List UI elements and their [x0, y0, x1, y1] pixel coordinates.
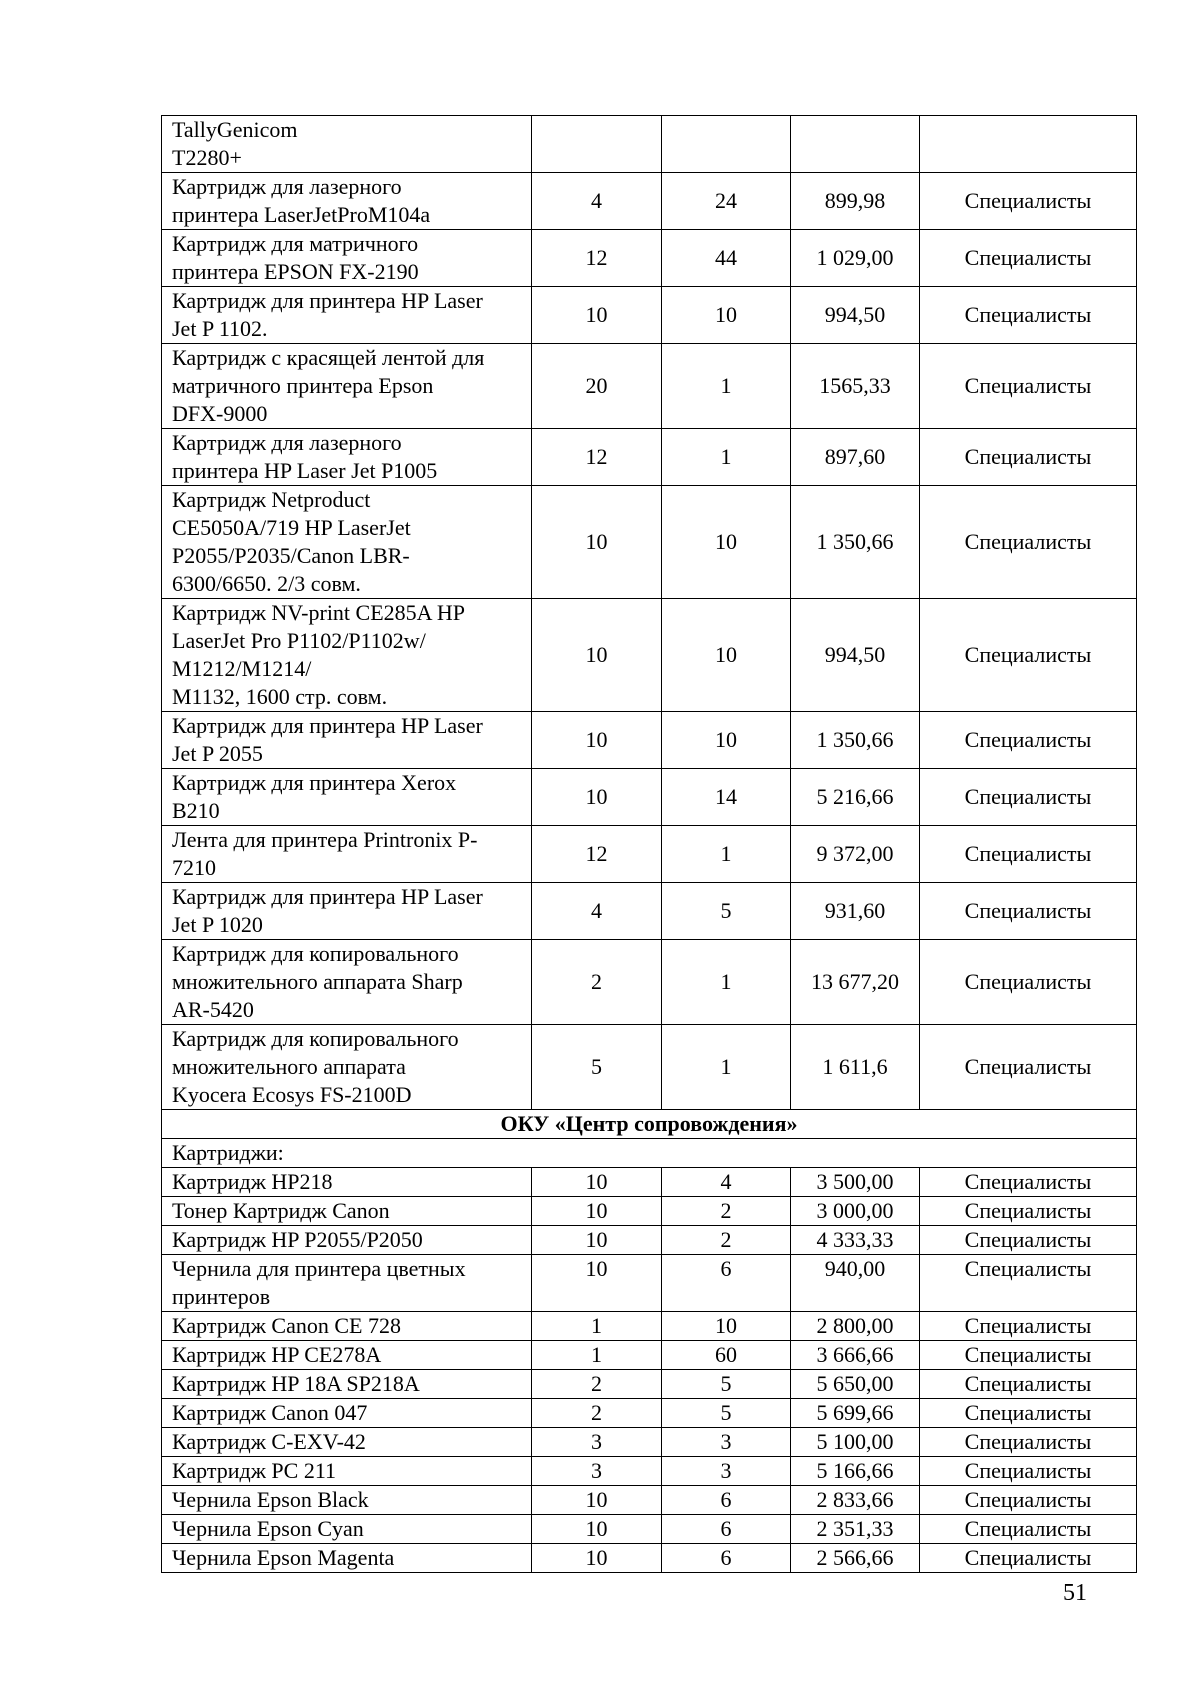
item-qty: 10 [532, 769, 662, 826]
item-price: 5 100,00 [791, 1428, 920, 1457]
item-count: 2 [662, 1226, 791, 1255]
item-count [662, 116, 791, 173]
subsection-label: Картриджи: [162, 1139, 1137, 1168]
item-qty: 10 [532, 712, 662, 769]
item-price: 3 500,00 [791, 1168, 920, 1197]
item-name: Тонер Картридж Canon [162, 1197, 532, 1226]
item-price: 1 611,6 [791, 1025, 920, 1110]
item-price: 994,50 [791, 599, 920, 712]
item-qty: 12 [532, 429, 662, 486]
item-count: 10 [662, 599, 791, 712]
table-row [162, 826, 1137, 883]
item-group: Специалисты [920, 1168, 1137, 1197]
item-qty: 10 [532, 1486, 662, 1515]
item-price: 1 350,66 [791, 486, 920, 599]
table-row [162, 1341, 1137, 1370]
item-name: Картридж для принтера Xerox B210 [162, 769, 532, 826]
item-count: 2 [662, 1197, 791, 1226]
item-count: 10 [662, 712, 791, 769]
item-name: Картридж с красящей лентой для матричного принтера Epson DFX-9000 [162, 344, 532, 429]
item-group: Специалисты [920, 826, 1137, 883]
item-count: 5 [662, 1370, 791, 1399]
item-price: 5 699,66 [791, 1399, 920, 1428]
item-qty: 5 [532, 1025, 662, 1110]
table-row [162, 1544, 1137, 1573]
item-qty: 2 [532, 940, 662, 1025]
item-group: Специалисты [920, 1197, 1137, 1226]
item-price: 5 166,66 [791, 1457, 920, 1486]
item-price [791, 116, 920, 173]
item-group: Специалисты [920, 1226, 1137, 1255]
item-qty: 10 [532, 287, 662, 344]
item-qty: 12 [532, 230, 662, 287]
item-count: 3 [662, 1428, 791, 1457]
item-name: Картридж для матричного принтера EPSON FX-2190 [162, 230, 532, 287]
table-row [162, 1226, 1137, 1255]
item-price: 931,60 [791, 883, 920, 940]
item-price: 2 800,00 [791, 1312, 920, 1341]
section-title: ОКУ «Центр сопровождения» [162, 1110, 1137, 1139]
item-count: 5 [662, 883, 791, 940]
item-group: Специалисты [920, 712, 1137, 769]
item-group: Специалисты [920, 599, 1137, 712]
item-price: 994,50 [791, 287, 920, 344]
item-price: 1 350,66 [791, 712, 920, 769]
table-row [162, 344, 1137, 429]
item-price: 5 216,66 [791, 769, 920, 826]
item-count: 4 [662, 1168, 791, 1197]
item-name: Чернила Epson Black [162, 1486, 532, 1515]
item-group: Специалисты [920, 883, 1137, 940]
item-group: Специалисты [920, 1486, 1137, 1515]
item-qty: 4 [532, 173, 662, 230]
table-row [162, 883, 1137, 940]
item-price: 2 351,33 [791, 1515, 920, 1544]
item-name: Картридж HP218 [162, 1168, 532, 1197]
item-group: Специалисты [920, 769, 1137, 826]
item-qty: 10 [532, 486, 662, 599]
item-name: Картридж для принтера HP Laser Jet P 2055 [162, 712, 532, 769]
item-qty: 10 [532, 1168, 662, 1197]
item-group: Специалисты [920, 486, 1137, 599]
item-name: Картридж для копировального множительного аппарата Kyocera Ecosys FS-2100D [162, 1025, 532, 1110]
item-qty: 10 [532, 1197, 662, 1226]
item-group: Специалисты [920, 1025, 1137, 1110]
table-row [162, 940, 1137, 1025]
item-name: Картридж HP P2055/P2050 [162, 1226, 532, 1255]
item-qty: 10 [532, 1255, 662, 1312]
item-count: 14 [662, 769, 791, 826]
item-qty: 2 [532, 1399, 662, 1428]
item-group: Специалисты [920, 1515, 1137, 1544]
item-group: Специалисты [920, 1544, 1137, 1573]
item-price: 1 029,00 [791, 230, 920, 287]
item-group: Специалисты [920, 1457, 1137, 1486]
item-qty: 12 [532, 826, 662, 883]
table-row [162, 116, 1137, 173]
item-qty: 4 [532, 883, 662, 940]
section-header-row [162, 1110, 1137, 1139]
item-price: 3 666,66 [791, 1341, 920, 1370]
item-group: Специалисты [920, 429, 1137, 486]
item-count: 1 [662, 429, 791, 486]
item-name: Картридж C-EXV-42 [162, 1428, 532, 1457]
item-name: Картридж Netproduct CE5050A/719 HP LaserJet P2055/P2035/Canon LBR- 6300/6650. 2/3 совм. [162, 486, 532, 599]
item-group: Специалисты [920, 940, 1137, 1025]
item-count: 1 [662, 1025, 791, 1110]
item-count: 5 [662, 1399, 791, 1428]
table-row [162, 1486, 1137, 1515]
item-count: 10 [662, 287, 791, 344]
table-row [162, 1428, 1137, 1457]
item-group: Специалисты [920, 173, 1137, 230]
item-name: Чернила Epson Cyan [162, 1515, 532, 1544]
item-qty [532, 116, 662, 173]
item-name: Картридж HP CE278A [162, 1341, 532, 1370]
item-count: 60 [662, 1341, 791, 1370]
item-qty: 3 [532, 1428, 662, 1457]
table-row [162, 1312, 1137, 1341]
table-row [162, 486, 1137, 599]
item-group: Специалисты [920, 344, 1137, 429]
item-group: Специалисты [920, 1255, 1137, 1312]
item-name: Картридж PC 211 [162, 1457, 532, 1486]
item-name: Картридж Canon CE 728 [162, 1312, 532, 1341]
table-row [162, 1399, 1137, 1428]
item-group: Специалисты [920, 230, 1137, 287]
subsection-row [162, 1139, 1137, 1168]
table-row [162, 1197, 1137, 1226]
table-row [162, 173, 1137, 230]
table-row [162, 712, 1137, 769]
item-price: 9 372,00 [791, 826, 920, 883]
item-count: 1 [662, 940, 791, 1025]
item-qty: 3 [532, 1457, 662, 1486]
item-name: Картридж для принтера HP Laser Jet P 1102. [162, 287, 532, 344]
item-name: Чернила Epson Magenta [162, 1544, 532, 1573]
item-qty: 10 [532, 1226, 662, 1255]
item-count: 24 [662, 173, 791, 230]
item-name: Картридж HP 18A SP218A [162, 1370, 532, 1399]
page-number: 51 [1063, 1580, 1087, 1606]
item-name: Картридж для лазерного принтера LaserJetProM104a [162, 173, 532, 230]
item-name: Картридж для копировального множительного аппарата Sharp AR-5420 [162, 940, 532, 1025]
item-price: 1565,33 [791, 344, 920, 429]
supplies-table [161, 115, 1137, 1573]
item-group: Специалисты [920, 1312, 1137, 1341]
table-row [162, 429, 1137, 486]
item-qty: 1 [532, 1312, 662, 1341]
item-name: Картридж для принтера HP Laser Jet P 1020 [162, 883, 532, 940]
item-count: 6 [662, 1255, 791, 1312]
item-group: Специалисты [920, 1341, 1137, 1370]
item-count: 1 [662, 344, 791, 429]
item-group: Специалисты [920, 1428, 1137, 1457]
item-qty: 2 [532, 1370, 662, 1399]
item-qty: 10 [532, 1515, 662, 1544]
table-row [162, 1168, 1137, 1197]
item-price: 5 650,00 [791, 1370, 920, 1399]
table-row [162, 1370, 1137, 1399]
item-qty: 20 [532, 344, 662, 429]
item-count: 44 [662, 230, 791, 287]
item-qty: 1 [532, 1341, 662, 1370]
table-row [162, 1255, 1137, 1312]
item-price: 2 566,66 [791, 1544, 920, 1573]
item-name: Картридж для лазерного принтера HP Laser Jet P1005 [162, 429, 532, 486]
item-count: 6 [662, 1486, 791, 1515]
table-row [162, 1515, 1137, 1544]
table-row [162, 1457, 1137, 1486]
item-qty: 10 [532, 1544, 662, 1573]
item-count: 6 [662, 1544, 791, 1573]
item-count: 3 [662, 1457, 791, 1486]
item-count: 10 [662, 1312, 791, 1341]
item-group: Специалисты [920, 287, 1137, 344]
item-group: Специалисты [920, 1399, 1137, 1428]
item-price: 2 833,66 [791, 1486, 920, 1515]
item-count: 6 [662, 1515, 791, 1544]
item-count: 10 [662, 486, 791, 599]
item-group: Специалисты [920, 1370, 1137, 1399]
item-qty: 10 [532, 599, 662, 712]
table-row [162, 230, 1137, 287]
item-price: 940,00 [791, 1255, 920, 1312]
item-group [920, 116, 1137, 173]
item-price: 897,60 [791, 429, 920, 486]
item-name: Картридж NV-print CE285A HP LaserJet Pro P1102/P1102w/ M1212/M1214/ M1132, 1600 стр. совм. [162, 599, 532, 712]
table-row [162, 769, 1137, 826]
item-name: Картридж Canon 047 [162, 1399, 532, 1428]
item-name: TallyGenicom T2280+ [162, 116, 532, 173]
item-price: 13 677,20 [791, 940, 920, 1025]
item-price: 3 000,00 [791, 1197, 920, 1226]
item-count: 1 [662, 826, 791, 883]
item-name: Лента для принтера Printronix P- 7210 [162, 826, 532, 883]
item-price: 4 333,33 [791, 1226, 920, 1255]
table-row [162, 287, 1137, 344]
table-row [162, 599, 1137, 712]
item-name: Чернила для принтера цветных принтеров [162, 1255, 532, 1312]
table-row [162, 1025, 1137, 1110]
item-price: 899,98 [791, 173, 920, 230]
